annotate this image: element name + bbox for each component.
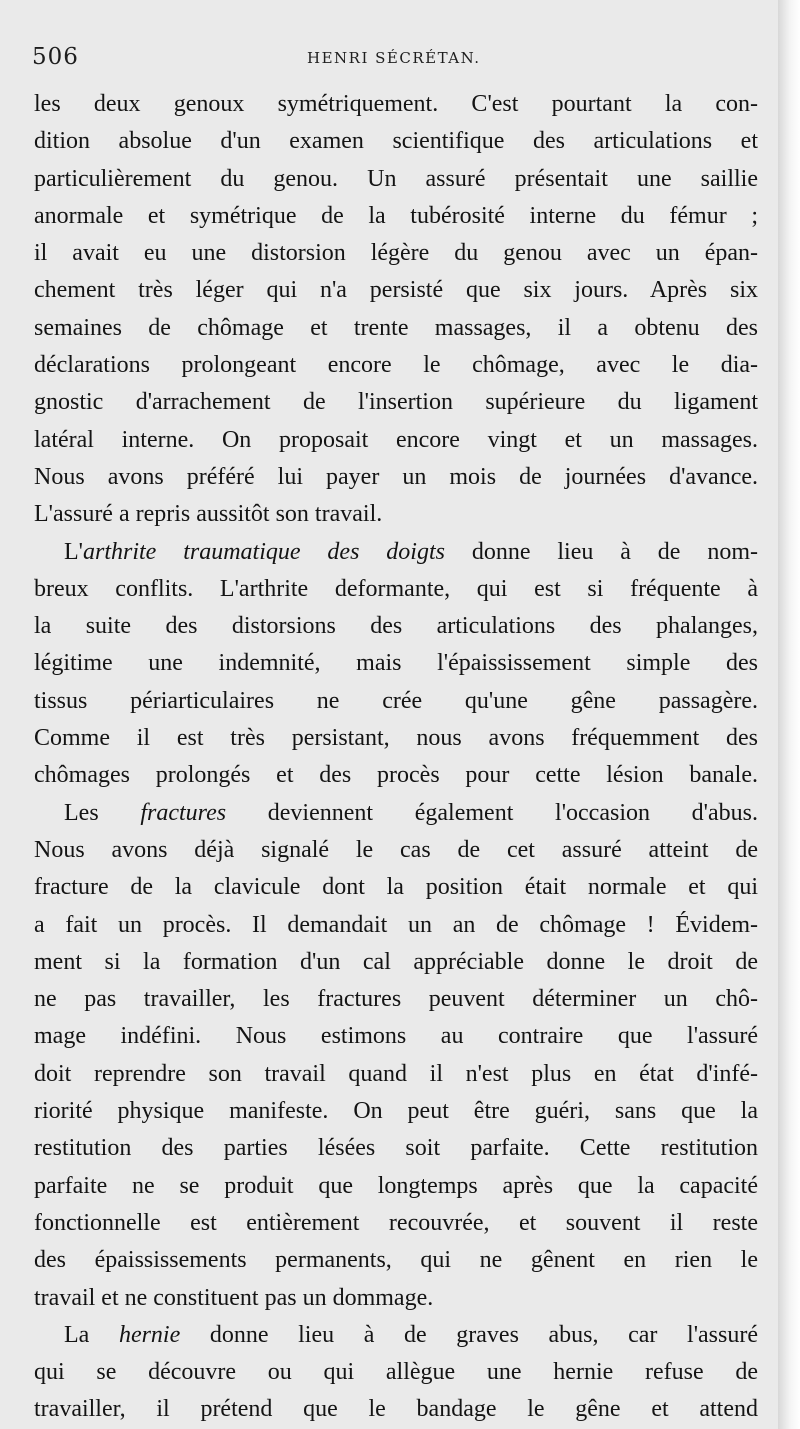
text-line: la suite des distorsions des articulations des phalanges, (34, 613, 758, 640)
text-line: particulièrement du genou. Un assuré présentait une saillie (34, 165, 758, 192)
text-line: il avait eu une distorsion légère du genou avec un épan- (34, 240, 758, 267)
scan-margin (778, 0, 800, 1429)
emphasis-term: fractures (140, 799, 227, 826)
text-line: dition absolue d'un examen scientifique des articulations et (34, 128, 758, 155)
text-line-rest: donne lieu à de nom- (444, 538, 758, 565)
text-line: doit reprendre son travail quand il n'est plus en état d'infé- (34, 1060, 758, 1087)
text-line: légitime une indemnité, mais l'épaississement simple des (34, 650, 758, 677)
page-number: 506 (32, 44, 79, 70)
body-text (34, 86, 758, 1429)
paragraph-lead: L' (64, 538, 83, 565)
text-line: fracture de la clavicule dont la position était normale et qui (34, 874, 758, 901)
paragraph-first-line (34, 1317, 758, 1354)
text-line: travail et ne constituent pas un dommage. (34, 1284, 434, 1311)
text-line: Comme il est très persistant, nous avons fréquemment des (34, 725, 758, 752)
text-line: chômages prolongés et des procès pour cette lésion banale. (34, 762, 758, 789)
text-line: L'assuré a repris aussitôt son travail. (34, 501, 383, 528)
text-line-rest: donne lieu à de graves abus, car l'assuré (180, 1321, 758, 1348)
text-line: qui se découvre ou qui allègue une hernie refuse de (34, 1359, 758, 1386)
emphasis-term: hernie (118, 1321, 181, 1348)
text-line-rest: deviennent également l'occasion d'abus. (226, 799, 758, 826)
text-line: latéral interne. On proposait encore vingt et un massages. (34, 426, 758, 453)
running-title: HENRI SÉCRÉTAN. (307, 49, 481, 67)
paragraph-lead: La (64, 1321, 119, 1348)
text-line: restitution des parties lésées soit parfaite. Cette restitution (34, 1135, 758, 1162)
text-line: chement très léger qui n'a persisté que six jours. Après six (34, 277, 758, 304)
paragraph-first-line (34, 534, 758, 571)
text-line: parfaite ne se produit que longtemps après que la capacité (34, 1172, 758, 1199)
text-line: Nous avons préféré lui payer un mois de journées d'avance. (34, 463, 758, 490)
paragraph-first-line (34, 795, 758, 832)
text-line: gnostic d'arrachement de l'insertion supérieure du ligament (34, 389, 758, 416)
text-line: tissus périarticulaires ne crée qu'une gêne passagère. (34, 687, 758, 714)
text-line: Nous avons déjà signalé le cas de cet assuré atteint de (34, 836, 758, 863)
text-line: riorité physique manifeste. On peut être guéri, sans que la (34, 1098, 758, 1125)
text-line: breux conflits. L'arthrite deformante, qui est si fréquente à (34, 575, 758, 602)
text-line: des épaississements permanents, qui ne gênent en rien le (34, 1247, 758, 1274)
text-line: ne pas travailler, les fractures peuvent déterminer un chô- (34, 986, 758, 1013)
running-head (32, 42, 752, 76)
text-line: travailler, il prétend que le bandage le gêne et attend (34, 1396, 758, 1423)
text-line: semaines de chômage et trente massages, il a obtenu des (34, 314, 758, 341)
text-line: les deux genoux symétriquement. C'est pourtant la con- (34, 91, 758, 117)
text-line: a fait un procès. Il demandait un an de chômage ! Évidem- (34, 911, 758, 938)
text-line: déclarations prolongeant encore le chômage, avec le dia- (34, 352, 758, 379)
emphasis-term: arthrite traumatique des doigts (82, 538, 445, 565)
paragraph-lead: Les (64, 799, 141, 826)
text-line: anormale et symétrique de la tubérosité interne du fémur ; (34, 202, 758, 229)
text-line: fonctionnelle est entièrement recouvrée, et souvent il reste (34, 1209, 758, 1236)
text-line: mage indéfini. Nous estimons au contraire que l'assuré (34, 1023, 758, 1050)
text-line: ment si la formation d'un cal appréciable donne le droit de (34, 948, 758, 975)
